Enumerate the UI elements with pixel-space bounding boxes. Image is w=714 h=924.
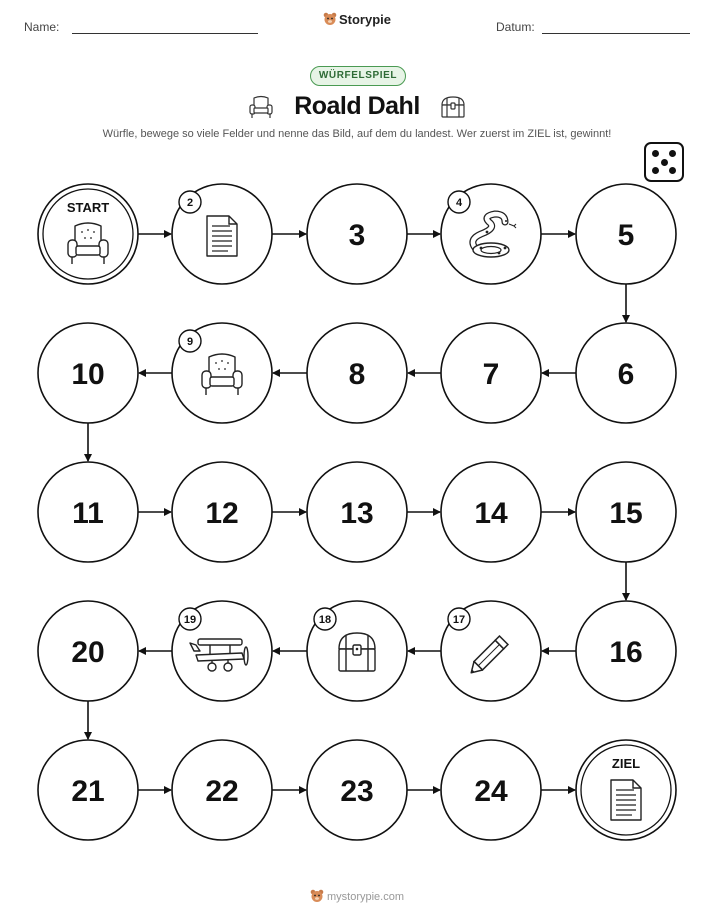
footer-url: mystorypie.com <box>326 891 405 903</box>
board-cell-4[interactable] <box>441 184 541 284</box>
cell-number: 11 <box>72 497 104 530</box>
board-cell-6[interactable] <box>576 323 676 423</box>
treasure-chest-icon <box>339 633 375 671</box>
board-cell-23[interactable] <box>307 740 407 840</box>
document-icon <box>611 780 641 820</box>
name-label: Name: <box>24 20 60 34</box>
cell-number: 2 <box>186 197 194 209</box>
board-cell-13[interactable] <box>307 462 407 562</box>
board-cell-21[interactable] <box>38 740 138 840</box>
cell-number: 20 <box>71 636 105 669</box>
cell-number: 9 <box>186 336 194 348</box>
cell-label: START <box>66 200 110 215</box>
board-cell-8[interactable] <box>307 323 407 423</box>
cell-number: 23 <box>340 775 374 808</box>
board-cell-7[interactable] <box>441 323 541 423</box>
cell-number: 22 <box>205 775 239 808</box>
board-cell-19[interactable] <box>172 601 272 701</box>
board-cell-12[interactable] <box>172 462 272 562</box>
cell-number: 13 <box>340 497 374 530</box>
cell-number: 14 <box>474 497 508 530</box>
cell-number: 21 <box>71 775 105 808</box>
board-cell-1[interactable] <box>38 184 138 284</box>
board-cell-14[interactable] <box>441 462 541 562</box>
brand-name: Storypie <box>338 12 391 27</box>
board-cell-20[interactable] <box>38 601 138 701</box>
board-cell-9[interactable] <box>172 323 272 423</box>
board-cell-3[interactable] <box>307 184 407 284</box>
footer <box>0 889 714 903</box>
cell-number: 18 <box>318 614 332 626</box>
board-cell-24[interactable] <box>441 740 541 840</box>
game-type-badge: WÜRFELSPIEL <box>310 66 406 86</box>
board-cell-22[interactable] <box>172 740 272 840</box>
cell-number: 19 <box>183 614 197 626</box>
cell-number: 17 <box>452 614 466 626</box>
cell-number: 12 <box>205 497 239 530</box>
cell-label: ZIEL <box>611 756 641 771</box>
cell-number: 16 <box>609 636 643 669</box>
board-cell-5[interactable] <box>576 184 676 284</box>
board-cell-2[interactable] <box>172 184 272 284</box>
bear-icon <box>310 889 324 903</box>
cell-number: 24 <box>474 775 508 808</box>
cell-number: 8 <box>348 358 366 391</box>
cell-number: 15 <box>609 497 643 530</box>
cell-number: 7 <box>482 358 500 391</box>
document-icon <box>207 216 237 256</box>
board-cell-15[interactable] <box>576 462 676 562</box>
board-cell-10[interactable] <box>38 323 138 423</box>
cell-number: 10 <box>71 358 105 391</box>
date-label: Datum: <box>496 20 535 34</box>
board-cell-25[interactable] <box>576 740 676 840</box>
cell-number: 3 <box>348 219 366 252</box>
instructions: Würfle, bewege so viele Felder und nenne das Bild, auf dem du landest. Wer zuerst im ZIEL ist, gewinnt! <box>102 128 612 140</box>
cell-number: 5 <box>617 219 635 252</box>
cell-number: 4 <box>455 197 463 209</box>
cell-number: 6 <box>617 358 635 391</box>
board-cell-11[interactable] <box>38 462 138 562</box>
board-cell-16[interactable] <box>576 601 676 701</box>
board-cell-17[interactable] <box>441 601 541 701</box>
page-title: Roald Dahl <box>294 92 420 120</box>
board-cell-18[interactable] <box>307 601 407 701</box>
